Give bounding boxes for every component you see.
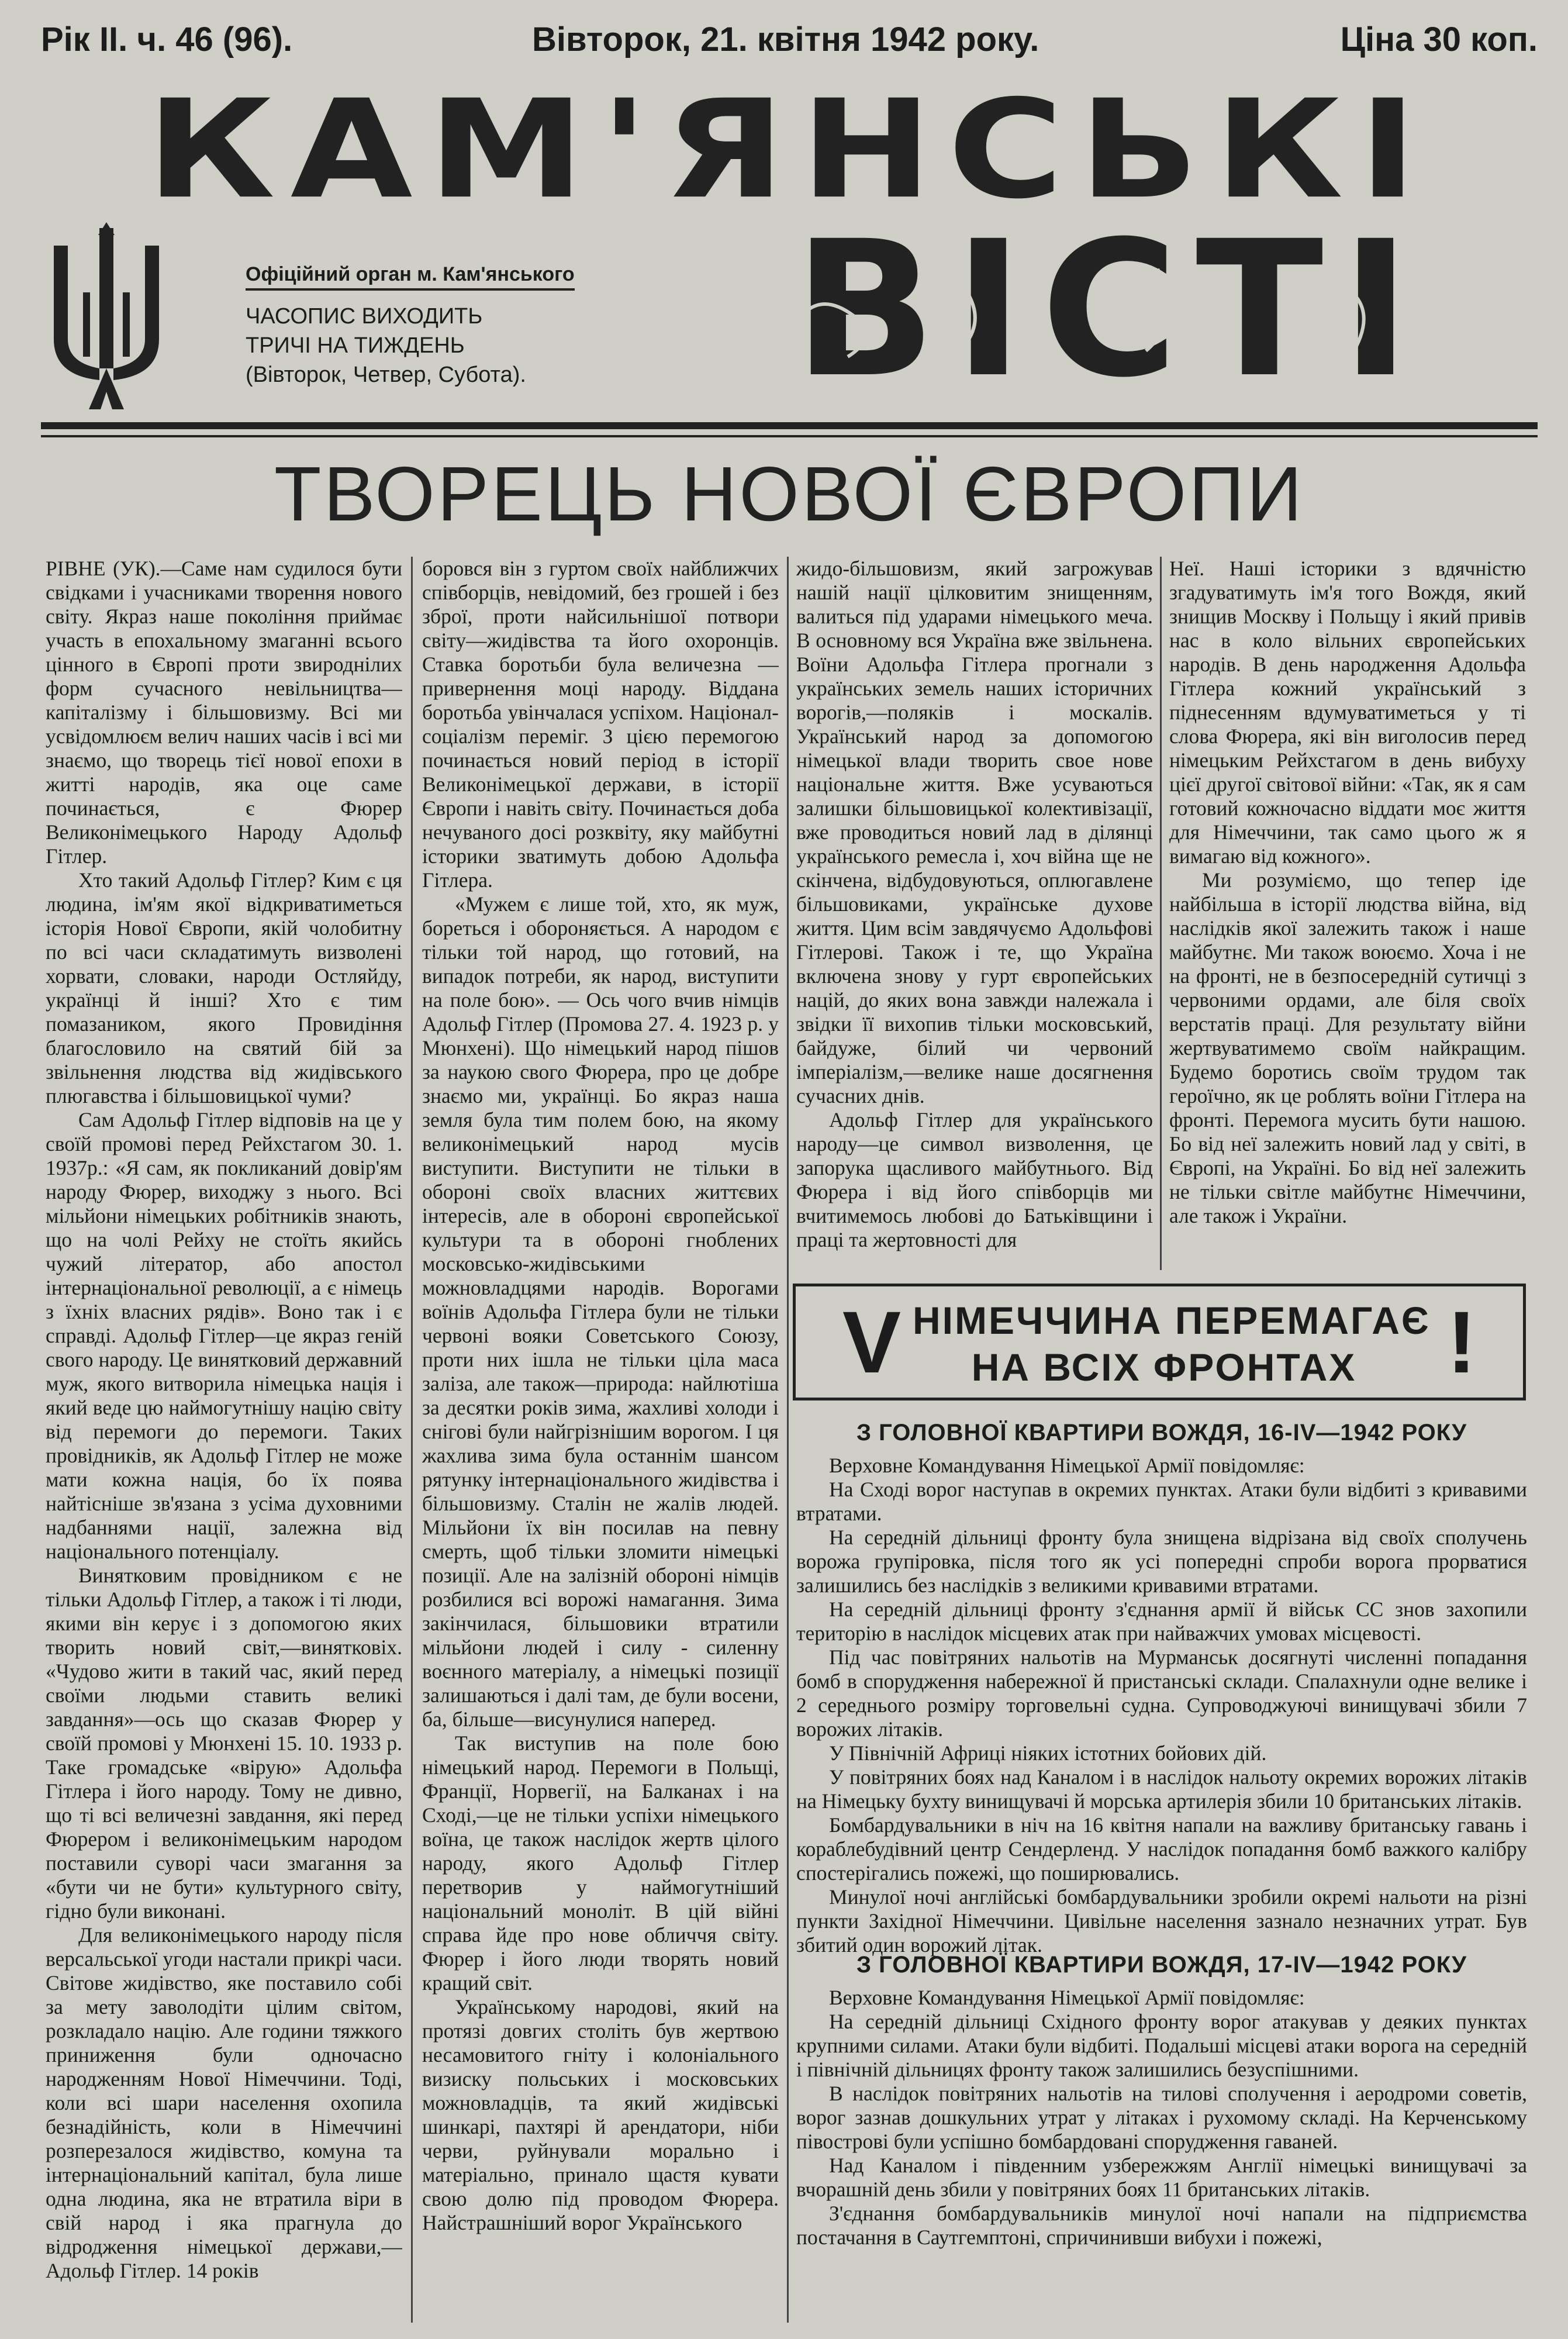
article-column-2: [422, 557, 779, 2323]
article-paragraph: Хто такий Адольф Гітлер? Ким є ця людина, ім'ям якої відкриватиметься історія Нової Європи, якій чолобитну по всі часи складатимуть визволені хорвати, словаки, народи Остляйду, українці й інші? Хто є тим помазаником, якого Провидіння благословило на святий бій за звільнення людства від жидівського плюгавства і більшовицької чуми?: [46, 868, 402, 1108]
bulletin-paragraph: Минулої ночі англійські бомбардувальники зробили окремі нальоти на різні пункти Західної Німеччини. Цивільне населення зазнало незначних утрат. Був збитий один ворожий літак.: [796, 1885, 1527, 1957]
article-paragraph: Винятковим провідником є не тільки Адольф Гітлер, а також і ті люди, якими він керує і з допомогою яких творить новий світ,—винятковіх. «Чудово жити в такий час, який перед своїми людьми ставить великі завдання»—ось що сказав Фюрер у своїй промові у Мюнхені 15. 10. 1933 р. Таке громадське «вірую» Адольфа Гітлера і його народу. Тому не дивно, що ті всі величезні завдання, які перед Фюрером і великонімецьким народом поставили суворі часи змагання за «бути чи не бути» культурного світу, гідно були виконані.: [46, 1564, 402, 1923]
column-divider: [787, 557, 789, 2323]
article-paragraph: жидо-більшовизм, який загрожував нашій нації цілковитим знищенням, валиться під ударами німецького меча. В основному вся Україна вже звільнена. Воїни Адольфа Гітлера прогнали з українських земель наших історичних ворогів,—поляків і москалів. Український народ за допомогою німецької влади творить свое нове національне життя. Вже усуваються залишки більшовицької колективізації, вже проводиться новий лад в ділянці українського ремесла і, хоч війна ще не скінчена, відбудовуються, оплюгавлене більшовиками, українське духове життя. Цим всім завдячуємо Адольфові Гітлерові. Також і те, що Україна включена знову у гурт європейських націй, до яких вона завжди належала і звідки її вихопив тільки московський, байдуже, білий чи червоний імперіалізм,—велике наше досягнення сучасних днів.: [796, 557, 1153, 1108]
victory-letter: V: [842, 1293, 902, 1391]
column-divider: [411, 557, 413, 2323]
article-paragraph: Українському народові, який на протязі довгих століть був жертвою несамовитого гніту і колоніального визиску польських і московських можновладців, та який жидівські шинкарі, пахтярі й арендатори, ніби черви, руйнували морально і матеріально, принало щастя кувати свою долю під проводом Фюрера. Найстрашніший ворог Українського: [422, 1995, 779, 2234]
bulletin-paragraph: Бомбардувальники в ніч на 16 квітня напали на важливу британську гавань і кораблебудівний центр Сендерленд. У наслідок попадання бомб важкого калібру спостерігались пожежі, що поширювались.: [796, 1813, 1527, 1885]
masthead-divider-thin: [41, 435, 1538, 437]
bulletin-paragraph: Верховне Командування Німецької Армії повідомляє:: [829, 1986, 1305, 2009]
bulletin-16-april: [796, 1415, 1527, 1957]
trident-emblem-icon: [48, 222, 165, 415]
bulletin-paragraph: Верховне Командування Німецької Армії повідомляє:: [829, 1454, 1305, 1477]
frequency-line: ТРИЧІ НА ТИЖДЕНЬ: [246, 333, 465, 358]
frequency-line: ЧАСОПИС ВИХОДИТЬ: [246, 304, 483, 329]
issue-info-line: [41, 20, 1538, 67]
bulletin-paragraph: Над Каналом і південним узбережжям Англії німецькі винищувачі за вчорашній день збили у повітряних боях 11 британських літаків.: [796, 2154, 1527, 2201]
bulletin-title: З ГОЛОВНОЇ КВАРТИРИ ВОЖДЯ, 16-IV—1942 РОКУ: [856, 1420, 1467, 1446]
article-paragraph: «Мужем є лише той, хто, як муж, бореться і обороняється. А народом є тільки той народ, що готовий, на випадок потреби, як народ, виступити на поле бою». — Ось чого вчив німців Адольф Гітлер (Промова 27. 4. 1923 р. у Мюнхені). Що німецький народ пішов за наукою свого Фюрера, про це добре знаємо ми, українці. Бо якраз наша земля була тим полем бою, на якому великонімецький народ мусів виступити. Виступити не тільки в обороні своїх власних життєвих інтересів, але в обороні європейської культури та в обороні гноблених московсько-жидівськими можновладцями народів. Ворогами воїнів Адольфа Гітлера були не тільки червоні вояки Советського Союзу, проти них ішла не тільки ціла маса заліза, але також—природа: найлютіша за десятки років зима, жахливі холоди і снігові були найгрізнішим ворогом. І ця жахлива зима була останнім шансом рятунку інтернаціонального жидівства і більшовизму. Сталін не жалів людей. Мільйони їх він посилав на певну смерть, щоб тільки зломити німецькі позиції. Але на залізній обороні німців розбилися всі ворожі намагання. Зима закінчилася, більшовики втратили мільйони людей і силу - силенну воєнного матеріалу, а німецькі позиції залишаються і далі там, де були восени, ба, більше—висунулися наперед.: [422, 892, 779, 1731]
banner-line-2: НА ВСІХ ФРОНТАХ: [971, 1346, 1357, 1389]
article-paragraph: Так виступив на поле бою німецький народ. Перемоги в Польщі, Франції, Норвегії, на Балканах і на Сході,—це не тільки успіхи німецького воїна, це також наслідок жертв цілого народу, якого Адольф Гітлер перетворив у наймогутніший національний моноліт. В цій війні справа йде про нове обличчя світу. Фюрер і його люди творять новий кращий світ.: [422, 1731, 779, 1995]
issue-number: Рік II. ч. 46 (96).: [41, 20, 293, 58]
bulletin-paragraph: З'єднання бомбардувальників минулої ночі напали на підприємства постачання в Саутгемптоні, спричинивши вибухи і пожежі,: [796, 2202, 1527, 2249]
bulletin-paragraph: У повітряних боях над Каналом і в наслідок нальоту окремих ворожих літаків на Німецьку бухту винищувачі й морська артилерія збили 10 британських літаків.: [796, 1765, 1527, 1813]
bulletin-paragraph: На середній дільниці фронту була знищена відрізана від своїх сполучень ворожа групіровка, після того як усі попередні спроби ворога прорватися залишились без наслідків з великими кривавими втратами.: [796, 1526, 1527, 1597]
bulletin-paragraph: У Північній Африці ніяких істотних бойових дій.: [829, 1741, 1267, 1765]
article-paragraph: боровся він з гуртом своїх найближчих співборців, невідомий, без грошей і без зброї, проти найсильнішої потвори світу—жидівства та його охоронців. Ставка боротьби була величезна — привернення моці народу. Віддана боротьба увінчалася успіхом. Націонал-соціалізм переміг. З цією перемогою починається новий період в історії Великонімецької держави, в історії Європи і навіть світу. Починається доба нечуваного досі розквіту, яку майбутні історики зватимуть добою Адольфа Гітлера.: [422, 557, 779, 892]
official-organ-label: Офіційний орган м. Кам'янського: [246, 263, 575, 291]
masthead-title-line1: КАМ'ЯНСЬКІ: [146, 70, 1432, 229]
bulletin-17-april: [796, 1947, 1527, 2327]
publication-frequency: [246, 302, 620, 389]
bulletin-paragraph: На середній дільниці Східного фронту ворог атакував у деяких пунктах крупними силами. Атаки були відбиті. Подальші місцеві атаки ворога на середній і північній дільницях фронту також залишились безуспішними.: [796, 2010, 1527, 2081]
column-divider: [1160, 557, 1162, 1270]
bulletin-paragraph: На Сході ворог наступав в окремих пунктах. Атаки були відбиті з кривавими втратами.: [796, 1478, 1527, 1525]
bulletin-title: З ГОЛОВНОЇ КВАРТИРИ ВОЖДЯ, 17-IV—1942 РОКУ: [856, 1952, 1467, 1978]
masthead-title-line2: [678, 201, 1543, 419]
bulletin-paragraph: Під час повітряних нальотів на Мурманськ досягнуті численні попадання бомб в спорудження набережної й пристанські склади. Спалахнули одне велике і 2 середнього розміру торговельні судна. Супроводжуючі винищувачі збили 7 ворожих літаків.: [796, 1645, 1527, 1741]
article-paragraph: Для великонімецького народу після версальської угоди настали прикрі часи. Світове жидівство, яке поставило собі за мету заволодіти цілим світом, розкладало націю. Але години тяжкого приниження були одночасно народженням Нової Німеччини. Тоді, коли всі шари населення охопила безнадійність, коли в Німеччині розперезалося жидівство, комуна та інтернаціональний капітал, була лише одна людина, яка не втратила віри в свій народ і яка прагнула до відродження німецької держави,—Адольф Гітлер. 14 років: [46, 1923, 402, 2282]
main-headline: ТВОРЕЦЬ НОВОЇ ЄВРОПИ: [274, 451, 1305, 537]
issue-date: Вівторок, 21. квітня 1942 року.: [532, 20, 1039, 58]
article-paragraph: Неї. Наші історики з вдячністю згадуватимуть ім'я того Вождя, який знищив Москву і Польщу і який привів нас в коло вільних європейських народів. В день народження Адольфа Гітлера кожний український з піднесенням вдумуватиметься у ті слова Фюрера, які він виголосив перед німецьким Рейхстагом в день вибуху цієї другої світової війни: «Так, як я сам готовий кожночасно віддати моє життя для Німеччини, так само цього ж я вимагаю від кожного».: [1169, 557, 1526, 868]
article-paragraph: Сам Адольф Гітлер відповів на це у своїй промові перед Рейхстагом 30. 1. 1937р.: «Я сам, як покликаний довір'ям народу Фюрер, виходжу з нього. Всі мільйони німецьких робітників знають, що на чолі Рейху не стоїть якийсь чужий літератор, або апостол інтернаціональної революції, а є німець з їхніх власних рядів». Воно так і є справді. Адольф Гітлер—це якраз геній свого народу. Це винятковий державний муж, якого витворила німецька нація і який веде цю наймогутнішу націю світу від перемоги до перемоги. Таких провідників, як Адольф Гітлер не може мати кожна нація, бо їх поява найтісніше зв'язана з усіма духовними надбаннями нації, залежна від національного потенціалу.: [46, 1108, 402, 1563]
war-news-banner: [793, 1284, 1526, 1400]
article-paragraph: РІВНЕ (УК).—Саме нам судилося бути свідками і учасниками творення нового світу. Якраз наше покоління приймає участь в епохальному змаганні всього цінного в Європі проти звироднілих форм сучасного невільництва—капіталізму і більшовизму. Всі ми усвідомлюєм велич наших часів і всі ми знаємо, що творець тієї нової епохи в житті народів, яка оце саме починається, є Фюрер Великонімецького Народу Адольф Гітлер.: [46, 557, 402, 868]
article-column-3: [796, 557, 1153, 1264]
frequency-days: (Вівторок, Четвер, Субота).: [246, 363, 526, 387]
masthead-title-word: ВІСТІ: [793, 201, 1428, 419]
exclamation-mark: !: [1447, 1293, 1476, 1391]
masthead-divider: [41, 422, 1538, 429]
banner-line-1: НІМЕЧЧИНА ПЕРЕМАГАЄ: [913, 1299, 1431, 1342]
bulletin-paragraph: В наслідок повітряних нальотів на тилові сполучення і аеродроми советів, ворог зазнав дошкульних утрат у літаках і рухомому складі. На Керченському півострові були успішно бомбардовані спорудження гаваней.: [796, 2082, 1527, 2153]
article-column-1: [46, 557, 402, 2323]
article-column-4: [1169, 557, 1526, 1264]
issue-price: Ціна 30 коп.: [1340, 20, 1538, 58]
article-paragraph: Адольф Гітлер для українського народу—це символ визволення, це запорука щасливого майбутнього. Від Фюрера і від його співборців ми вчитимемось любові до Батьківщини і праці та жертовності для: [796, 1108, 1153, 1251]
bulletin-paragraph: На середній дільниці фронту з'єднання армії й військ СС знов захопили територію в наслідок місцевих атак при найважчих умовах місцевості.: [796, 1598, 1527, 1645]
article-paragraph: Ми розуміємо, що тепер іде найбільша в історії людства війна, від наслідків якої залежить також і наше майбутнє. Ми також воюємо. Хоча і не на фронті, не в безпосередній сутичці з червоними ордами, але біля своїх верстатів праці. Для результату війни жертвуватимемо своїм найкращим. Будемо боротись своїм трудом так героїчно, як це роблять воїни Гітлера на фронті. Перемога мусить бути нашою. Бо від неї залежить новий лад у світі, в Європі, на Україні. Бо від неї залежить не тільки світле майбутнє Німеччини, але також і України.: [1169, 868, 1526, 1227]
